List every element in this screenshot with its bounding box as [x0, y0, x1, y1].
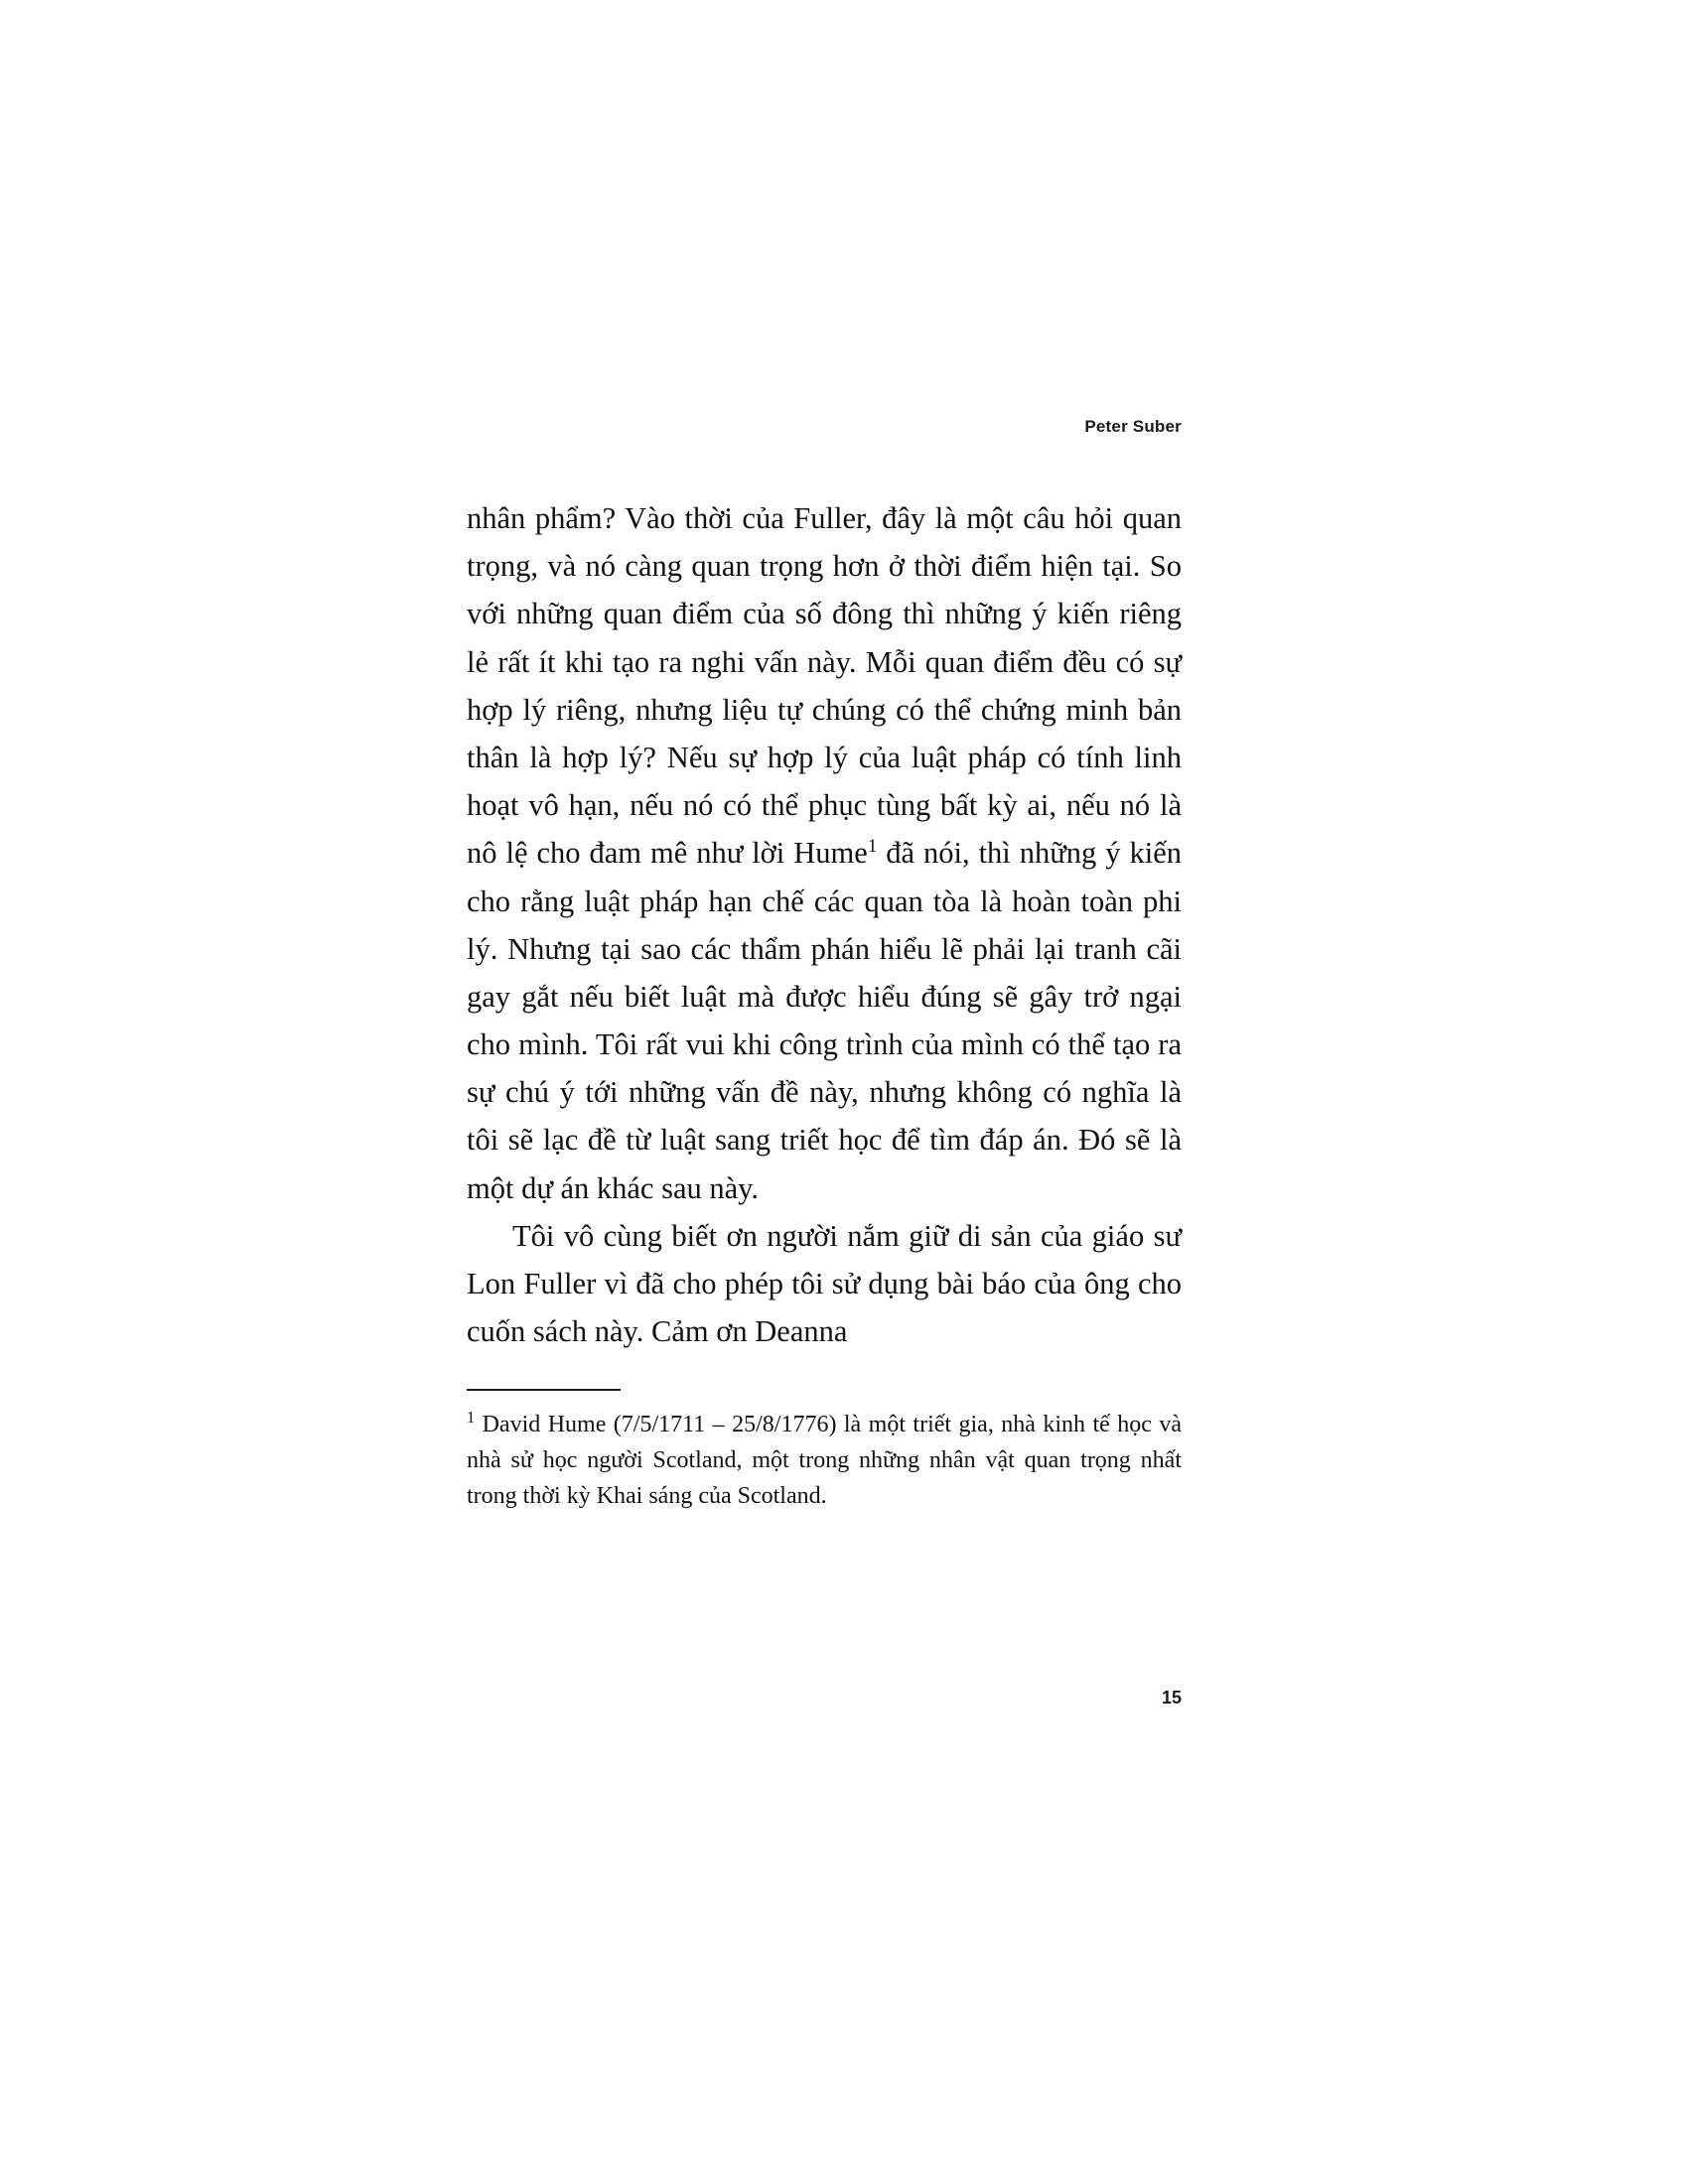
paragraph-text-part-2: đã nói, thì những ý kiến cho rằng luật pháp hạn chế các quan tòa là hoàn toàn phi lý. Nhưng tại sao các thẩm phán hiểu lẽ phải lại tranh cãi gay gắt nếu biết luật mà được hiểu đúng sẽ gây trở ngại cho mình. Tôi rất vui khi công trình của mình có thể tạo ra sự chú ý tới những vấn đề này, nhưng không có nghĩa là tôi sẽ lạc đề từ luật sang triết học để tìm đáp án. Đó sẽ là một dự án khác sau này. — [467, 836, 1182, 1205]
footnote-number: 1 — [467, 1407, 476, 1427]
footnote-entry — [467, 1407, 1182, 1514]
footnote-separator-rule — [467, 1389, 621, 1391]
paragraph-continued — [467, 494, 1182, 1212]
page-number: 15 — [1161, 1688, 1182, 1707]
body-text — [467, 494, 1182, 1355]
footnote-reference-marker[interactable]: 1 — [867, 836, 878, 858]
page-content — [467, 417, 1182, 1514]
running-head: Peter Suber — [1084, 417, 1182, 436]
footnote-area — [467, 1389, 1182, 1514]
paragraph-acknowledgement — [467, 1212, 1182, 1356]
paragraph-acknowledgement-text: Tôi vô cùng biết ơn người nắm giữ di sản của giáo sư Lon Fuller vì đã cho phép tôi sử dụng bài báo của ông cho cuốn sách này. Cảm ơn Deanna — [467, 1218, 1182, 1349]
footnote-body: David Hume (7/5/1711 – 25/8/1776) là một triết gia, nhà kinh tế học và nhà sử học người Scotland, một trong những nhân vật quan trọng nhất trong thời kỳ Khai sáng của Scotland. — [467, 1411, 1182, 1509]
paragraph-text-part-1: nhân phẩm? Vào thời của Fuller, đây là một câu hỏi quan trọng, và nó càng quan trọng hơn ở thời điểm hiện tại. So với những quan điểm của số đông thì những ý kiến riêng lẻ rất ít khi tạo ra nghi vấn này. Mỗi quan điểm đều có sự hợp lý riêng, nhưng liệu tự chúng có thể chứng minh bản thân là hợp lý? Nếu sự hợp lý của luật pháp có tính linh hoạt vô hạn, nếu nó có thể phục tùng bất kỳ ai, nếu nó là nô lệ cho đam mê như lời Hume — [467, 501, 1182, 871]
